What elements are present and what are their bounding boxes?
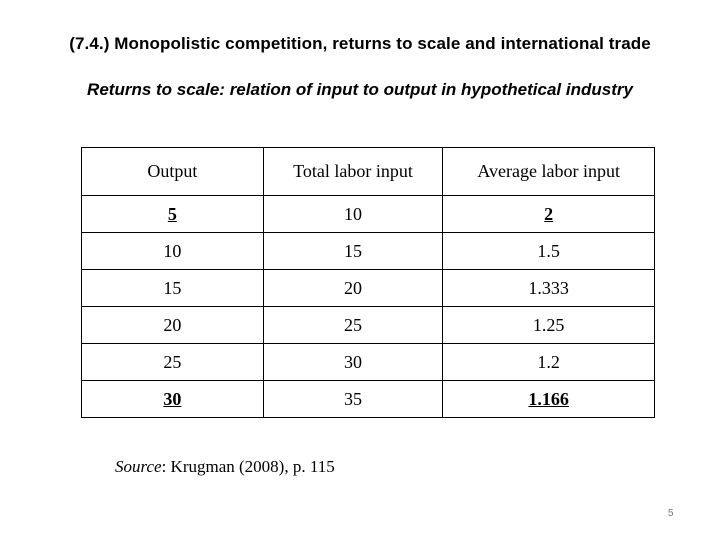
cell-average-labor (443, 381, 655, 418)
cell-total-labor: 25 (263, 307, 443, 344)
source-citation (115, 457, 335, 477)
cell-output: 25 (82, 344, 264, 381)
page-number: 5 (668, 508, 674, 519)
table-row (82, 233, 655, 270)
cell-output: 20 (82, 307, 264, 344)
table-header-row (82, 148, 655, 196)
table-row (82, 381, 655, 418)
source-text: : Krugman (2008), p. 115 (161, 457, 335, 476)
cell-average-labor: 1.5 (443, 233, 655, 270)
table-row (82, 270, 655, 307)
cell-value: 30 (163, 388, 182, 409)
cell-value: 1.166 (528, 388, 569, 409)
slide-title: (7.4.) Monopolistic competition, returns to scale and international trade (69, 34, 651, 53)
cell-average-labor (443, 196, 655, 233)
cell-output: 10 (82, 233, 264, 270)
slide-subtitle: Returns to scale: relation of input to output in hypothetical industry (87, 80, 633, 99)
cell-total-labor: 15 (263, 233, 443, 270)
table-row (82, 196, 655, 233)
cell-average-labor: 1.25 (443, 307, 655, 344)
source-label: Source (115, 457, 162, 476)
header-total-labor-input: Total labor input (263, 148, 443, 196)
table-row (82, 344, 655, 381)
cell-output (82, 196, 264, 233)
cell-output: 15 (82, 270, 264, 307)
cell-total-labor: 30 (263, 344, 443, 381)
header-output: Output (82, 148, 264, 196)
cell-output (82, 381, 264, 418)
returns-to-scale-table (81, 147, 655, 418)
cell-average-labor: 1.2 (443, 344, 655, 381)
cell-total-labor: 20 (263, 270, 443, 307)
cell-average-labor: 1.333 (443, 270, 655, 307)
cell-value: 2 (544, 203, 554, 224)
cell-total-labor: 35 (263, 381, 443, 418)
header-average-labor-input: Average labor input (443, 148, 655, 196)
table-row (82, 307, 655, 344)
cell-total-labor: 10 (263, 196, 443, 233)
cell-value: 5 (167, 203, 177, 224)
